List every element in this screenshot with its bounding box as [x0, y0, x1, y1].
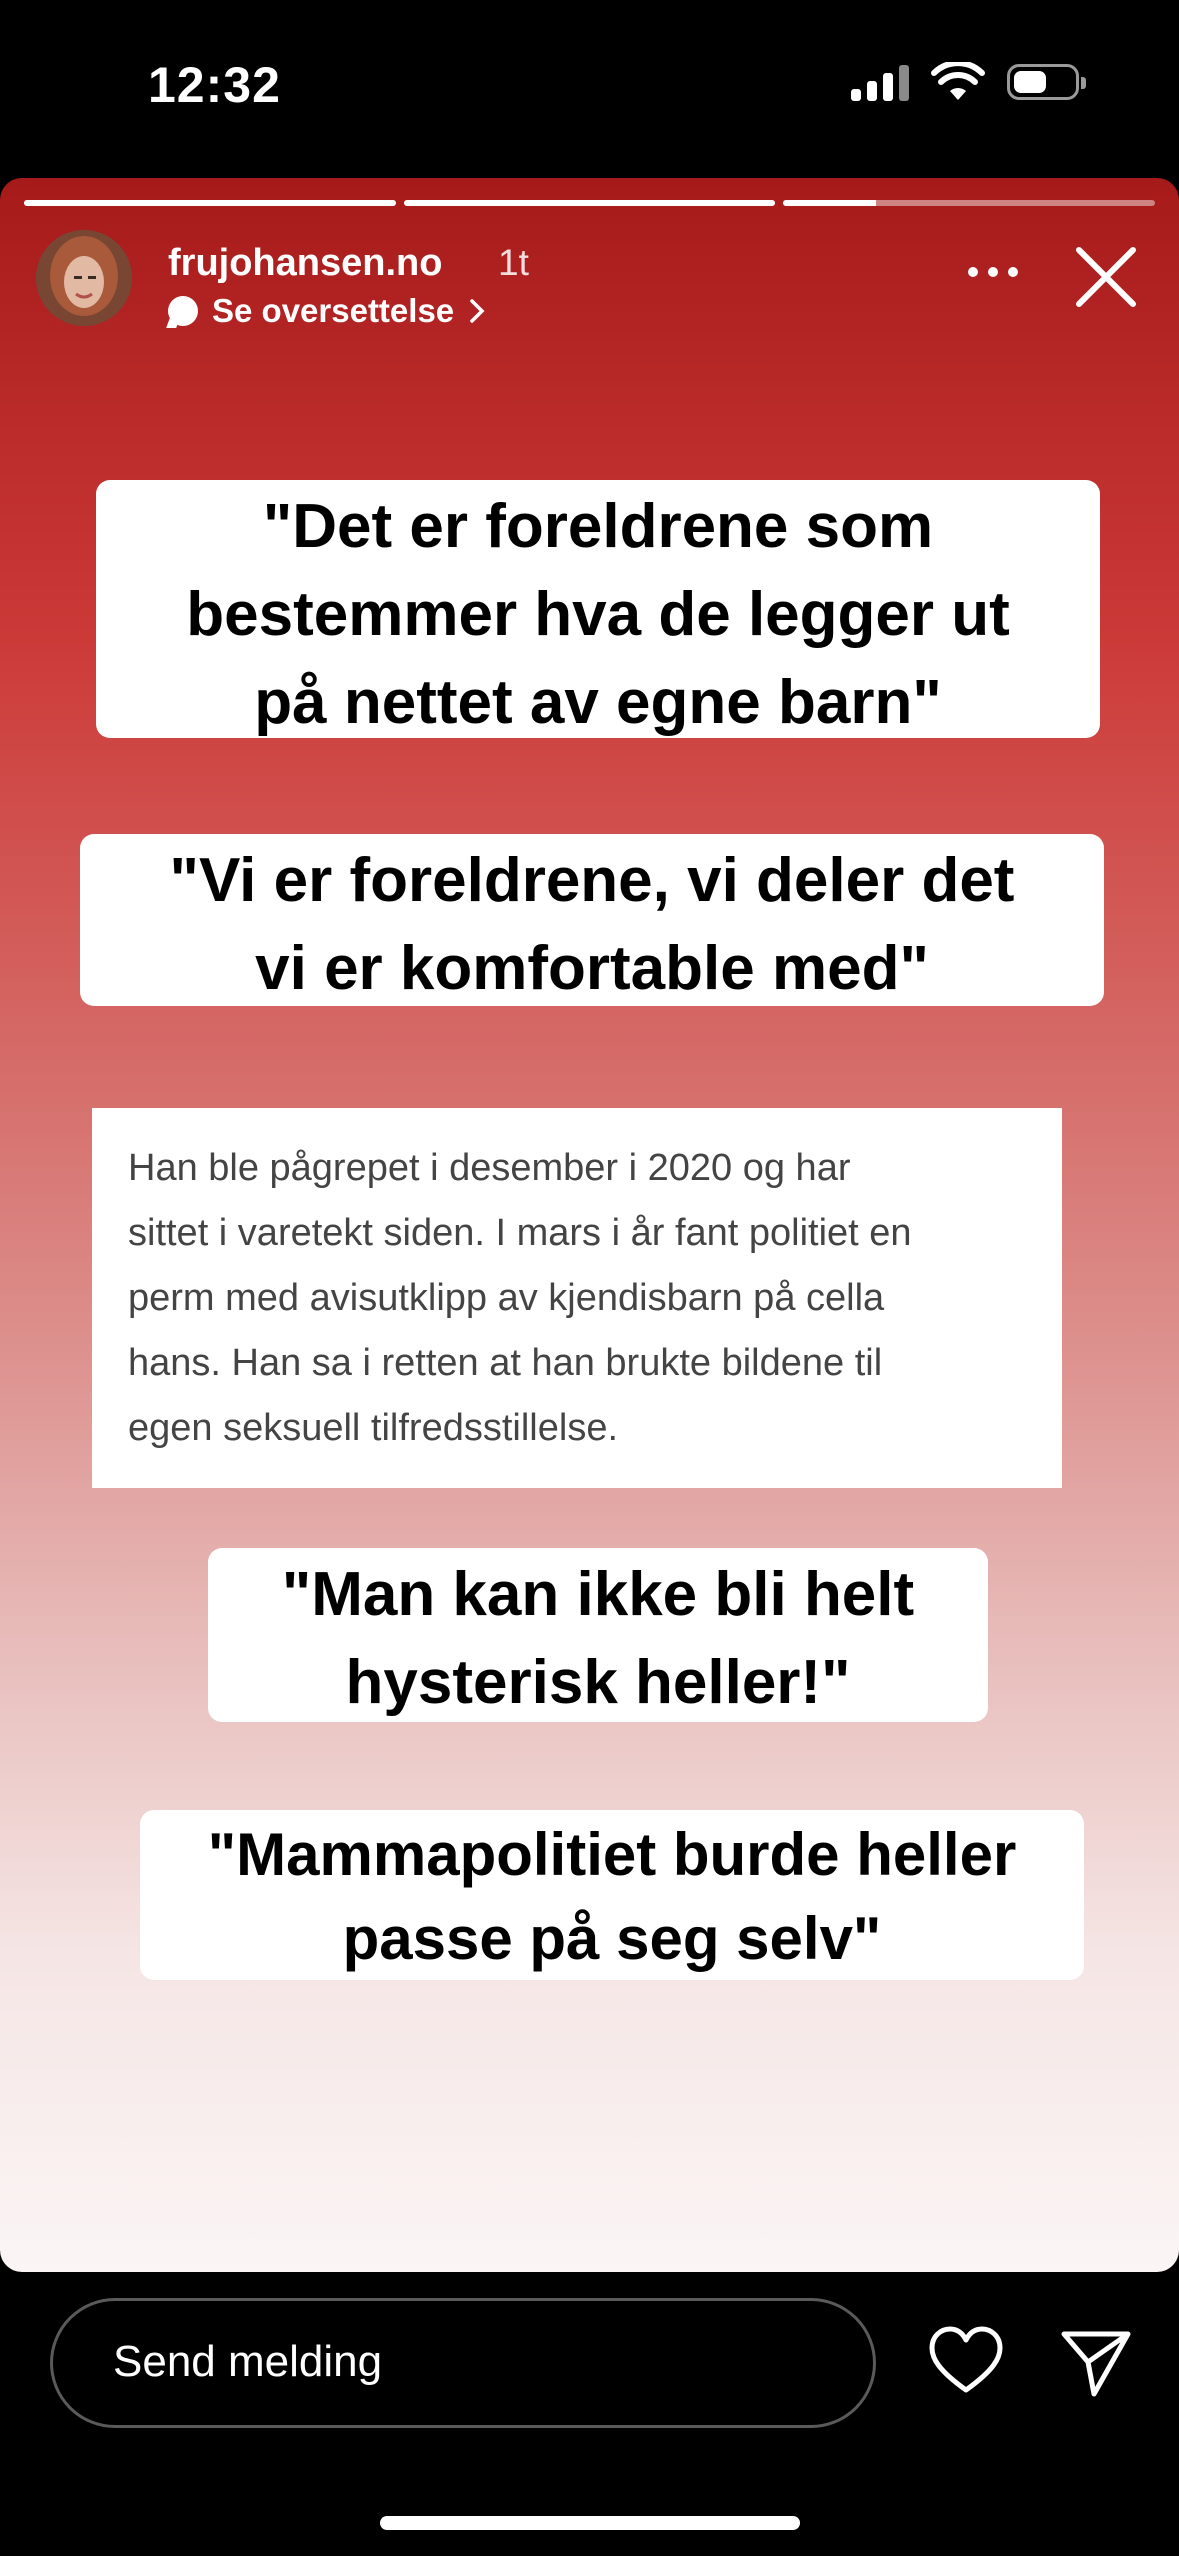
story-age: 1t	[498, 242, 529, 283]
progress-segment	[404, 200, 776, 206]
send-icon[interactable]	[1058, 2324, 1134, 2400]
send-message-input[interactable]	[50, 2298, 876, 2428]
quote-box	[208, 1548, 988, 1722]
quote-box	[96, 480, 1100, 738]
speech-bubble-icon	[168, 296, 198, 326]
chevron-right-icon	[468, 298, 486, 324]
quote-text: "Man kan ikke bli helt hysterisk heller!"	[281, 1560, 915, 1717]
status-time: 12:32	[148, 57, 281, 113]
quote-text: "Det er foreldrene som bestemmer hva de legger ut på nettet av egne barn"	[186, 492, 1010, 737]
quote-text: "Vi er foreldrene, vi deler det vi er komfortable med"	[169, 846, 1015, 1003]
more-options-icon[interactable]	[963, 252, 1023, 292]
close-icon[interactable]	[1073, 244, 1139, 310]
avatar[interactable]	[36, 230, 132, 326]
article-line: sittet i varetekt siden. I mars i år fant politiet en	[128, 1212, 912, 1254]
progress-segment	[783, 200, 1155, 206]
story-username[interactable]: frujohansen.no	[168, 242, 443, 284]
article-line: hans. Han sa i retten at han brukte bildene til	[128, 1342, 883, 1384]
article-line: egen seksuell tilfredsstillelse.	[128, 1407, 619, 1449]
message-placeholder: Send melding	[113, 2337, 383, 2386]
wifi-icon	[931, 62, 985, 102]
progress-segment	[24, 200, 396, 206]
story-progress	[24, 200, 1155, 206]
signal-icon	[851, 63, 909, 101]
quote-box	[80, 834, 1104, 1006]
translate-label: Se oversettelse	[212, 292, 455, 329]
home-indicator[interactable]	[380, 2516, 800, 2530]
article-line: Han ble pågrepet i desember i 2020 og har	[128, 1147, 851, 1189]
quote-text: "Mammapolitiet burde heller passe på seg selv"	[207, 1821, 1017, 1972]
quote-box	[140, 1810, 1084, 1980]
article-excerpt	[92, 1108, 1062, 1488]
article-line: perm med avisutklipp av kjendisbarn på cella	[128, 1277, 885, 1319]
battery-icon	[1007, 64, 1079, 100]
story-header	[36, 230, 1153, 340]
heart-icon[interactable]	[928, 2324, 1004, 2400]
story-view[interactable]	[0, 178, 1179, 2272]
translate-link[interactable]	[168, 292, 486, 330]
status-icons	[851, 62, 1079, 102]
